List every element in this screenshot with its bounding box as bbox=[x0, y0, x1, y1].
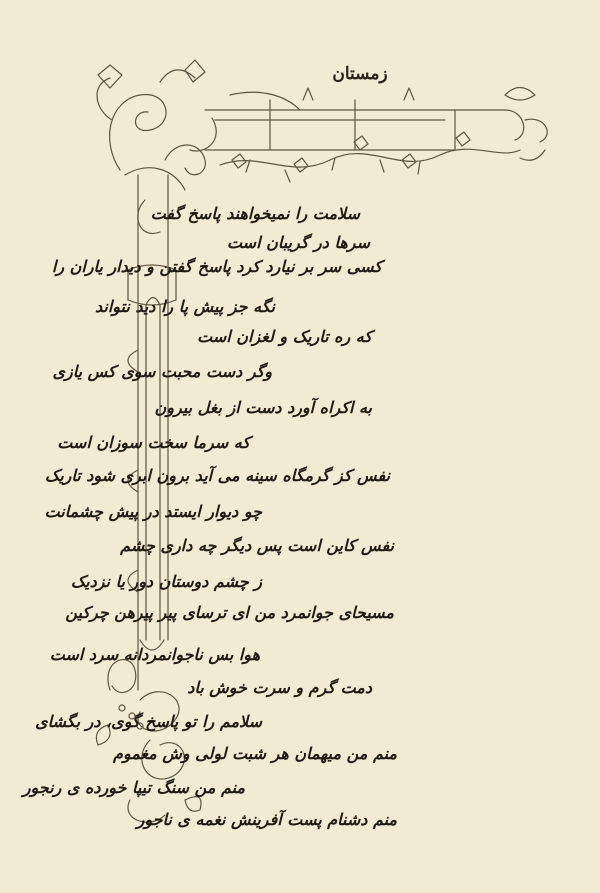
verse-line-1: سلامت را نمیخواهند پاسخ گفت bbox=[150, 204, 360, 223]
verse-line-10: چو دیوار ایستد در پیش چشمانت bbox=[44, 502, 262, 521]
verse-line-15: دمت گرم و سرت خوش باد bbox=[187, 678, 372, 697]
verse-line-13: مسیحای جوانمرد من ای ترسای پیر پیرهن چرکین bbox=[65, 603, 394, 622]
verse-line-2: سرها در گریبان است bbox=[226, 233, 370, 252]
verse-line-12: ز چشم دوستان دور یا نزدیک bbox=[70, 572, 262, 591]
verse-line-9: نفس کز گرمگاه سینه می آید برون ابری شود تاریک bbox=[44, 466, 390, 485]
verse-line-14: هوا بس ناجوانمردانه سرد است bbox=[49, 645, 260, 664]
verse-line-5: که ره تاریک و لغزان است bbox=[197, 327, 372, 346]
verse-line-7: به اکراه آورد دست از بغل بیرون bbox=[154, 398, 372, 417]
verse-line-8: که سرما سخت سوزان است bbox=[57, 433, 250, 452]
verse-line-4: نگه جز پیش پا را دید نتواند bbox=[94, 297, 275, 316]
verse-line-6: وگر دست محبت سوی کس یازی bbox=[52, 362, 272, 381]
poem-title: زمستان bbox=[332, 64, 388, 84]
column-base-scroll bbox=[108, 660, 136, 693]
verse-line-11: نفس کاین است پس دیگر چه داری چشم bbox=[120, 536, 394, 555]
top-vine bbox=[220, 149, 520, 167]
corner-vine bbox=[110, 95, 166, 170]
verse-line-16: سلامم را تو پاسخ گوی، در بگشای bbox=[35, 712, 262, 731]
verse-line-17: منم من میهمان هر شبت لولی وش مغموم bbox=[113, 744, 397, 763]
verse-line-3: کسی سر بر نیارد کرد پاسخ گفتن و دیدار یاران را bbox=[51, 257, 382, 276]
verse-line-19: منم دشنام پست آفرینش نغمه ی ناجور bbox=[136, 810, 397, 829]
top-band bbox=[205, 110, 455, 150]
verse-line-18: منم من سنگ تیپا خورده ی رنجور bbox=[22, 778, 245, 797]
